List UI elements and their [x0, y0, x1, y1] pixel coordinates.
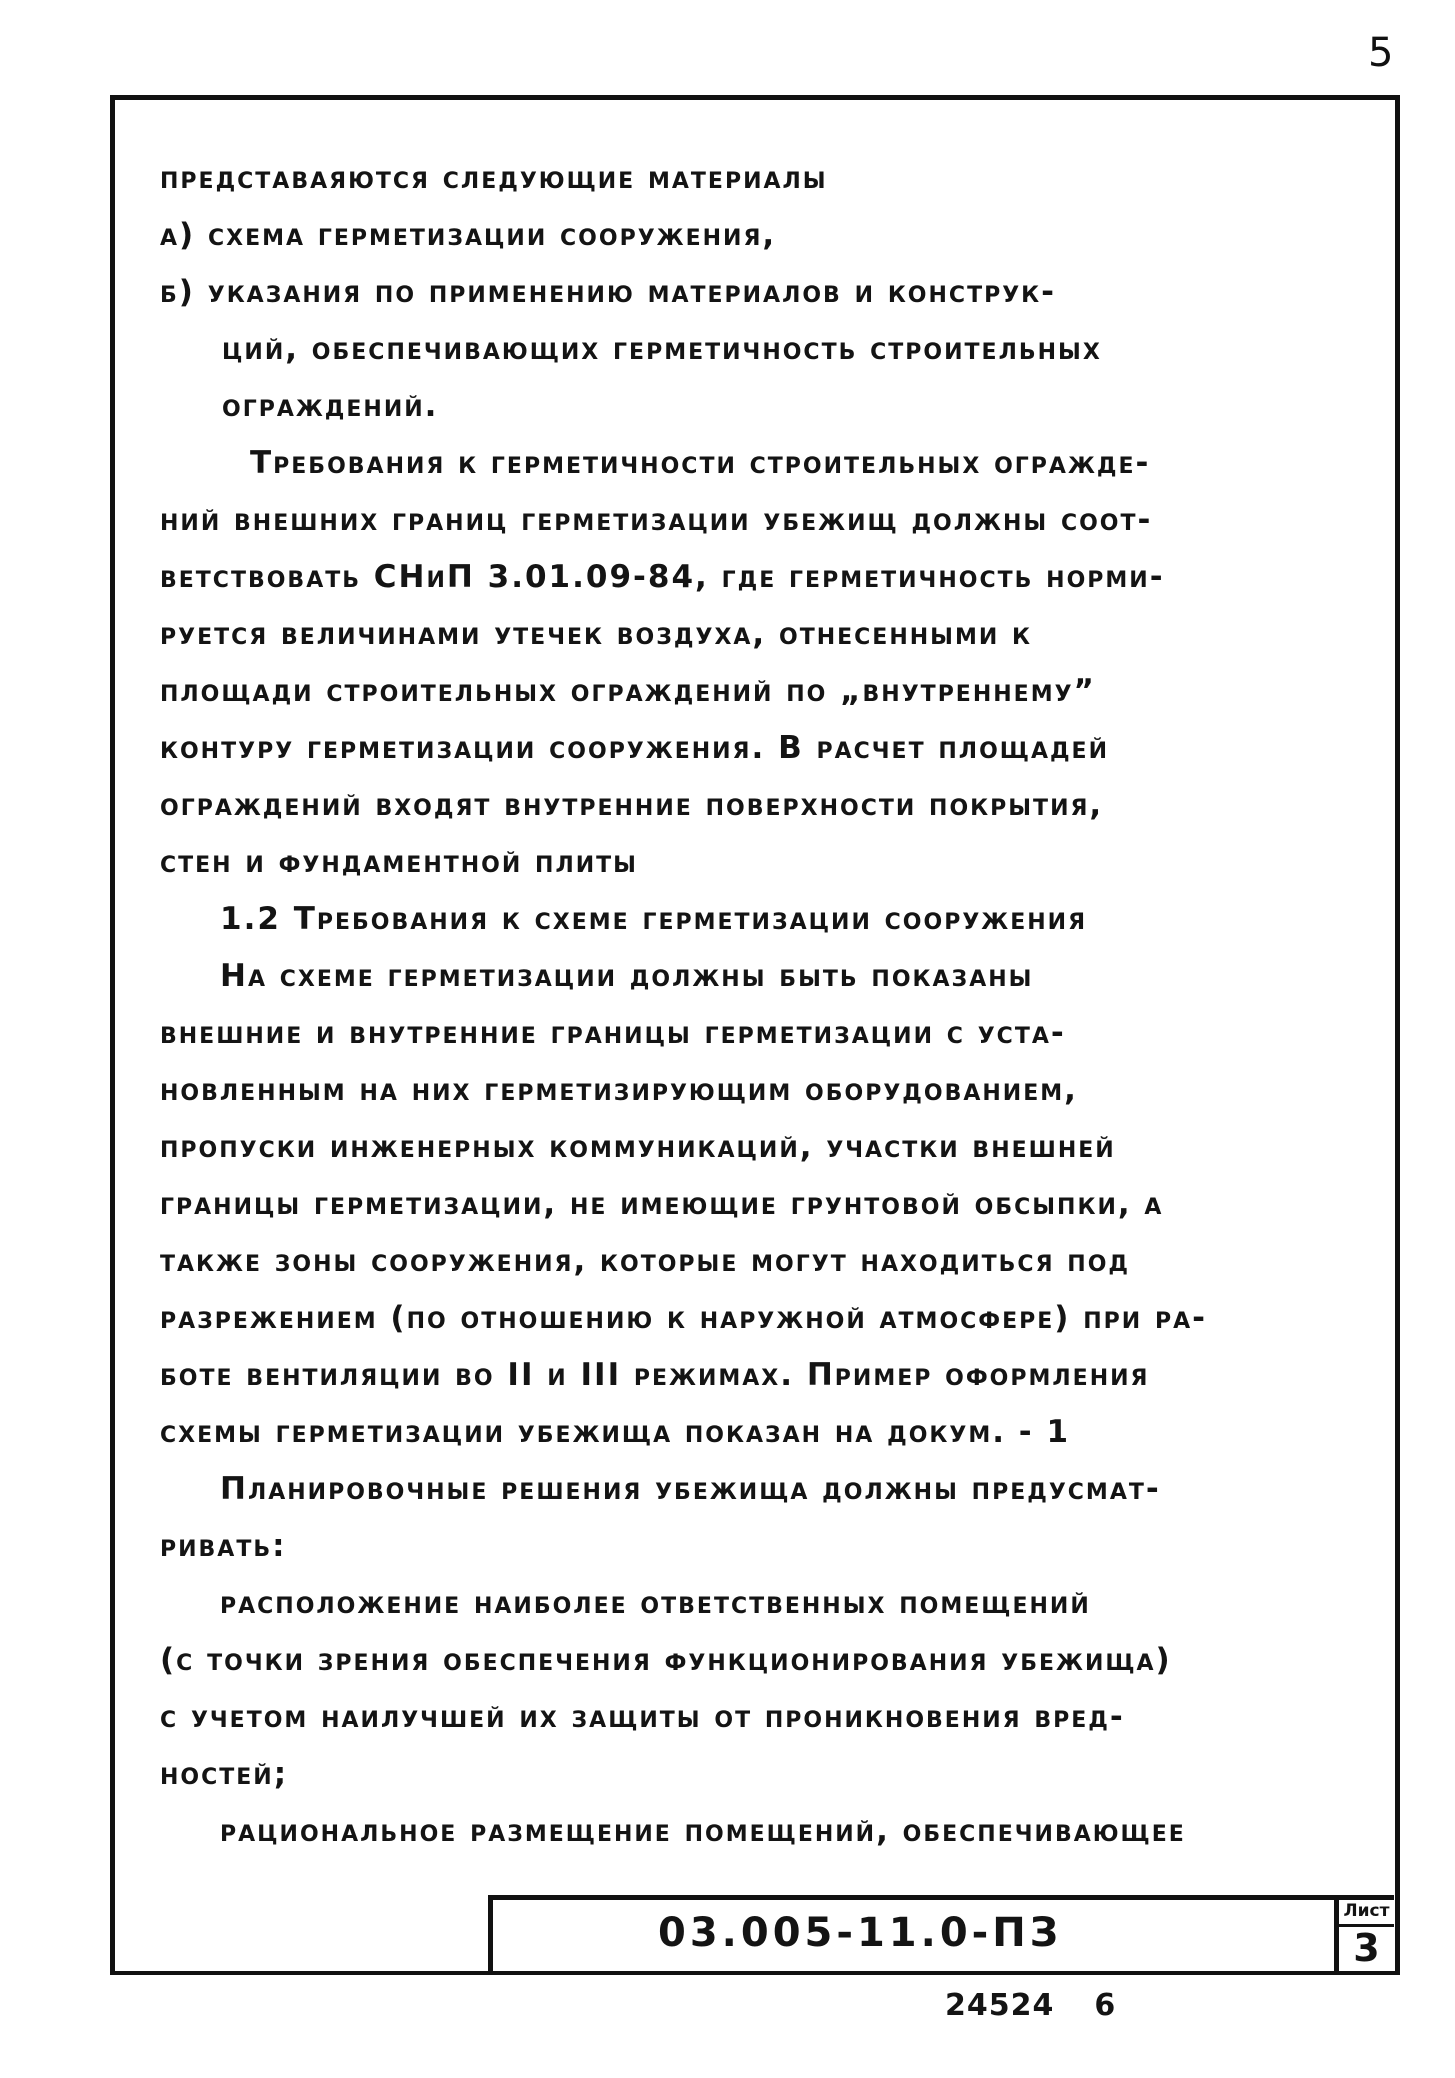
text-line: ограждений входят внутренние поверхности покрытия,	[160, 787, 1104, 823]
text-line: Требования к герметичности строительных огражде-	[250, 445, 1151, 481]
bottom-page-number: 6	[1094, 1988, 1117, 2023]
inventory-number: 24524	[945, 1988, 1055, 2023]
text-line: внешние и внутренние границы герметизации с уста-	[160, 1015, 1066, 1051]
text-line: схемы герметизации убежища показан на докум. - 1	[160, 1414, 1071, 1450]
list-item: а) схема герметизации сооружения,	[160, 217, 777, 253]
text-line: ривать:	[160, 1528, 287, 1564]
text-line: разрежением (по отношению к наружной атмосфере) при ра-	[160, 1300, 1208, 1336]
text-line: На схеме герметизации должны быть показаны	[220, 958, 1034, 994]
text-line: ностей;	[160, 1756, 289, 1792]
text-line: площади строительных ограждений по „внутреннему”	[160, 673, 1096, 709]
document-code: 03.005-11.0-ПЗ	[658, 1910, 1063, 1956]
section-heading: 1.2 Требования к схеме герметизации сооружения	[220, 901, 1088, 937]
page-number: 5	[1368, 30, 1394, 76]
text-line: ций, обеспечивающих герметичность строительных	[222, 331, 1102, 367]
text-line: новленным на них герметизирующим оборудованием,	[160, 1072, 1078, 1108]
text-line: Планировочные решения убежища должны предусмат-	[220, 1471, 1161, 1507]
text-line: представаяются следующие материалы	[160, 160, 828, 196]
text-line: расположение наиболее ответственных помещений	[220, 1585, 1091, 1621]
list-item: б) указания по применению материалов и конструк-	[160, 274, 1057, 310]
text-line: ветствовать СНиП 3.01.09-84, где герметичность норми-	[160, 559, 1165, 595]
text-line: пропуски инженерных коммуникаций, участки внешней	[160, 1129, 1116, 1165]
text-line: также зоны сооружения, которые могут находиться под	[160, 1243, 1131, 1279]
text-line: границы герметизации, не имеющие грунтовой обсыпки, а	[160, 1186, 1164, 1222]
text-line: боте вентиляции во II и III режимах. Пример оформления	[160, 1357, 1150, 1393]
text-line: с учетом наилучшей их защиты от проникновения вред-	[160, 1699, 1125, 1735]
sheet-label: Лист	[1339, 1900, 1394, 1927]
text-line: руется величинами утечек воздуха, отнесенными к	[160, 616, 1033, 652]
title-block	[488, 1895, 1394, 1971]
sheet-number: 3	[1353, 1926, 1380, 1970]
body-text	[160, 150, 1375, 1860]
text-line: стен и фундаментной плиты	[160, 844, 638, 880]
text-line: (с точки зрения обеспечения функционирования убежища)	[160, 1642, 1172, 1678]
text-line: ограждений.	[222, 388, 439, 424]
text-line: контуру герметизации сооружения. В расчет площадей	[160, 730, 1110, 766]
text-line: ний внешних границ герметизации убежищ должны соот-	[160, 502, 1153, 538]
sheet-cell	[1334, 1900, 1394, 1971]
archive-number	[945, 1988, 1116, 2023]
text-line: рациональное размещение помещений, обеспечивающее	[220, 1813, 1186, 1849]
